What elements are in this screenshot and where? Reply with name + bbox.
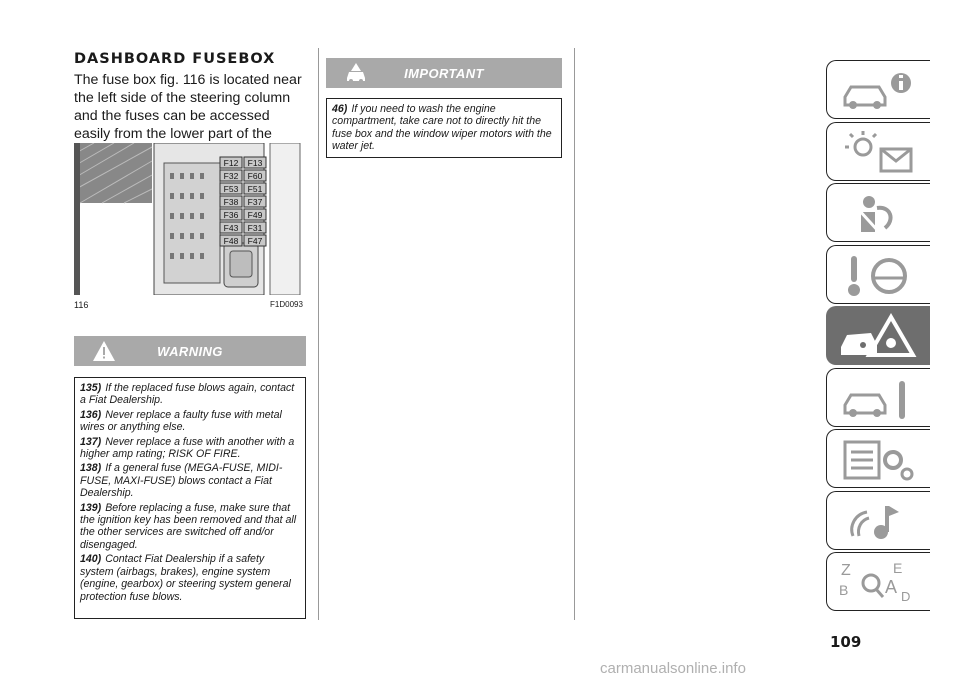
fuse-label: F38 [223, 197, 239, 207]
warning-item-number: 137) [80, 435, 102, 448]
index-icon [835, 557, 921, 607]
page-number: 109 [830, 633, 862, 651]
fuse-label: F13 [247, 158, 263, 168]
chapter-tab[interactable] [826, 552, 930, 611]
warning-item-text: If the replaced fuse blows again, contact a Fiat Dealership. [80, 382, 295, 407]
svg-text:E: E [893, 560, 903, 576]
technical-data-icon [835, 434, 921, 484]
svg-text:D: D [901, 589, 911, 604]
important-item [332, 103, 556, 153]
warning-item-text: Contact Fiat Dealership if a safety system (airbags, brakes), engine system (engine, gearbox) or steering system general protection fuse blows. [80, 553, 291, 603]
warning-item [80, 436, 300, 461]
warning-lights-messages-icon [835, 127, 921, 177]
warning-item-text: Before replacing a fuse, make sure that the ignition key has been removed and that all the other services are switched off and/or disengaged. [80, 501, 297, 551]
fuse-label: F48 [223, 236, 239, 246]
fuse-label: F12 [223, 158, 239, 168]
warning-item-number: 140) [80, 553, 102, 566]
important-title: IMPORTANT [404, 66, 484, 81]
svg-text:Z: Z [841, 562, 851, 579]
warning-item-number: 138) [80, 462, 102, 475]
important-item-text: If you need to wash the engine compartment, take care not to directly hit the fuse box and the window wiper motors with the water jet. [332, 103, 552, 153]
multimedia-icon [835, 496, 921, 546]
chapter-tab[interactable] [826, 60, 930, 119]
servicing-care-icon [835, 373, 921, 423]
fuse-label: F60 [247, 171, 263, 181]
figure-code: F1D0093 [270, 300, 303, 309]
svg-text:B: B [839, 582, 849, 598]
hatched-panel [76, 143, 152, 203]
warning-item-text: Never replace a faulty fuse with metal wires or anything else. [80, 408, 282, 434]
intro-paragraph: The fuse box fig. 116 is located near the left side of the steering column and the fuses can be accessed easily from the lower part of the [74, 72, 302, 142]
warning-item-text: Never replace a fuse with another with a higher amp rating; RISK OF FIRE. [80, 435, 295, 461]
in-an-emergency-icon [835, 311, 921, 361]
warning-item [80, 409, 300, 434]
warning-item [80, 462, 300, 499]
fuse-label: F53 [223, 184, 239, 194]
chapter-tab[interactable] [826, 183, 930, 242]
warning-item-number: 139) [80, 501, 102, 514]
important-list [332, 103, 556, 153]
warning-item [80, 553, 300, 603]
fuse-label: F37 [247, 197, 263, 207]
fuse-label: F32 [223, 171, 239, 181]
chapter-tab[interactable] [826, 429, 930, 488]
chapter-tab[interactable] [826, 122, 930, 181]
column-divider [318, 48, 319, 620]
warning-title: WARNING [157, 344, 223, 359]
safety-airbag-icon [835, 188, 921, 238]
warning-item-text: If a general fuse (MEGA-FUSE, MIDI-FUSE, MAXI-FUSE) blows contact a Fiat Dealership. [80, 462, 283, 500]
chapter-tab[interactable] [826, 245, 930, 304]
chapter-tab[interactable] [826, 491, 930, 550]
warning-box [74, 377, 306, 619]
starting-driving-icon [835, 250, 921, 300]
fuse-label: F47 [247, 236, 263, 246]
fusebox-figure [74, 143, 304, 295]
fuse-label: F36 [223, 210, 239, 220]
fuse-label: F49 [247, 210, 263, 220]
warning-item [80, 382, 300, 407]
column-divider [574, 48, 575, 620]
chapter-tab[interactable] [826, 368, 930, 427]
svg-text:A: A [885, 577, 898, 597]
fuse-label: F51 [247, 184, 263, 194]
chapter-tab[interactable] [826, 306, 930, 365]
watermark: carmanualsonline.info [600, 660, 746, 677]
figure-number: 116 [74, 300, 89, 310]
warning-item-number: 135) [80, 382, 102, 394]
important-header [326, 58, 562, 88]
warning-item-number: 136) [80, 408, 102, 421]
car-info-icon [835, 65, 921, 115]
warning-item [80, 502, 300, 552]
important-box [326, 98, 562, 158]
fuse-label: F31 [247, 223, 263, 233]
important-item-number: 46) [332, 103, 348, 115]
warning-list [80, 382, 300, 603]
section-title: DASHBOARD FUSEBOX [74, 51, 276, 67]
fuse-label: F43 [223, 223, 239, 233]
warning-header [74, 336, 306, 366]
